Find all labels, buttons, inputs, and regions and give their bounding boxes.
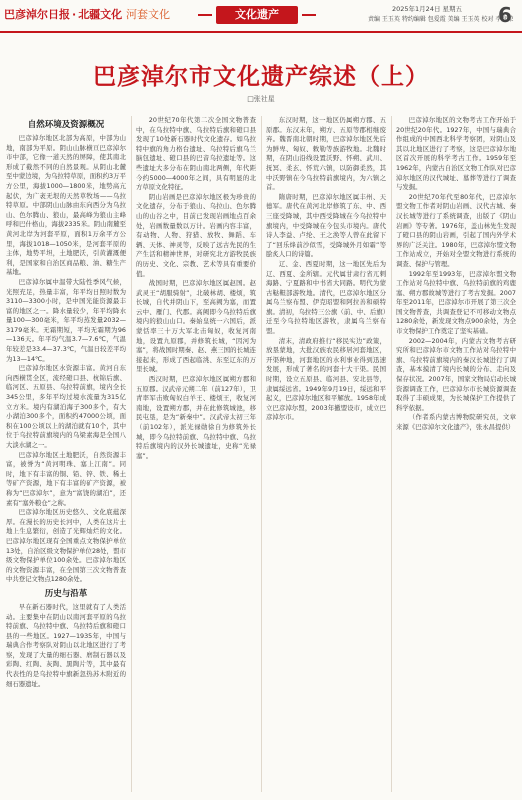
article-title: 巴彦淖尔市文化遗产综述（上）	[93, 63, 429, 90]
paragraph: 清末，清政府推行“移民实边”政策，放垦蒙地，大批汉族农民移居河套地区，开渠种地，河套地区的水利事业得到迅速发展，形成了著名的河套十大干渠。民国时期，设立五原县、临河县、安北县等，隶属绥远省。1949年9月19日，绥远和平起义，巴彦淖尔地区和平解放。1958年成立巴彦淖尔盟，2003年撤盟设市，成立巴彦淖尔市。	[266, 336, 386, 422]
author-note: （作者系内蒙古博物院研究员，文章来源《巴彦淖尔文化遗产》，张永昌提供）	[396, 413, 516, 431]
column-4	[396, 116, 516, 792]
paragraph: 巴彦淖尔地区的文物考古工作开始于20世纪20年代。1927年，中国与瑞典合作组成的中国西北科学考察团，对阴山及其以北地区进行了考察，这是巴彦淖尔地区首次开展的科学考古工作。1959年至1962年，内蒙古自治区文物工作队对巴彦淖尔地区的汉代城址、墓葬等进行了调查与发掘。	[396, 116, 516, 192]
paragraph: 1992年至1993年，巴彦淖尔盟文物工作站对乌拉特中旗、乌拉特前旗的鸡鹿塞、朔方郡故城等进行了考古发掘。2007年至2011年，巴彦淖尔市开展了第三次全国文物普查，共调查登记不可移动文物点1280余处，新发现文物点900余处，为全市文物保护工作奠定了坚实基础。	[396, 269, 516, 336]
paragraph: 战国时期，巴彦淖尔地区属赵国。赵武灵王“胡服骑射”，北破林胡、楼烦，筑长城，自代并阴山下，至高阙为塞，而置云中、雁门、代郡。高阙即今乌拉特后旗境内的狼山山口。秦始皇统一六国后，派蒙恬率三十万大军北击匈奴，收复河南地，设置九原郡，并修筑长城，“因河为塞”，将战国时期秦、赵、燕三国的长城连接起来，形成了西起临洮、东至辽东的万里长城。	[136, 279, 256, 374]
editor-credits: 责编 王玉英 特约编辑 包爱霞 美编 王玉英 校对 李彦荣	[368, 16, 514, 23]
brand-separator: ·	[72, 8, 77, 21]
paragraph: 2002—2004年，内蒙古文物考古研究所和巴彦淖尔市文物工作站对乌拉特中旗、乌拉特前旗境内的秦汉长城进行了调查，基本摸清了境内长城的分布、走向及保存状况。2007年，国家文物局启动长城资源调查工作，巴彦淖尔市长城资源调查取得了丰硕成果，为长城保护工作提供了科学依据。	[396, 336, 516, 412]
brand-main: 巴彦淖尔日报	[4, 8, 70, 21]
issue-date: 2025年1月24日 星期五	[392, 5, 463, 13]
paragraph: 巴彦淖尔属中温带大陆性季风气候，光照充足，热量丰富，年平均日照时数为3110—3300小时，是中国光能资源最丰富的地区之一。降水量较少，年平均降水量100—300毫米，年平均蒸发量2032—3179毫米。无霜期短，平均无霜期为96—136天。年平均气温3.7—7.6℃，气温年较差是33.4—37.3℃，气温日较差平均为13—14℃。	[6, 277, 126, 363]
page-header	[0, 0, 522, 36]
paragraph: 巴彦淖尔地区水资源丰富。黄河自东向西横贯全区，流经磴口县、杭锦后旗、临河区、五原县、乌拉特前旗，境内全长345公里，多年平均过境水流量为315亿立方米。境内有湖泊海子300多个，有大小湖泊300多个，面积约47000公顷，面积在100公顷以上的湖泊就有10个，其中位于乌拉特前旗境内的乌梁素海是全国八大淡水湖之一。	[6, 364, 126, 449]
article-body	[6, 116, 516, 792]
paragraph: 20世纪70年代第二次全国文物普查中，在乌拉特中旗、乌拉特后旗和磴口县发现了10处新石器时代文化遗存。如乌拉特中旗的角力格台遗址、乌拉特后旗乌兰脑包遗址、磴口县的巴音乌拉遗址等。这些遗址大多分布在阴山南北两侧，年代距今约5000—4000年之间，具有明显的北方草原文化特征。	[136, 116, 256, 192]
newspaper-brand	[4, 6, 170, 22]
paragraph: 巴彦淖尔地区历史悠久、文化底蕴深厚。在漫长的历史长河中，人类在这片土地上生息繁衍，创造了光辉灿烂的文化。巴彦淖尔地区现有全国重点文物保护单位13处，自治区级文物保护单位28处，盟市级文物保护单位100余处。巴彦淖尔地区的文物资源丰富，在全国第三次文物普查中共登记文物点1280余处。	[6, 508, 126, 584]
column-3	[266, 116, 386, 792]
brand-second: 北疆文化	[78, 8, 123, 21]
brand-sub: 河套文化	[126, 8, 171, 21]
page-number: 6	[498, 3, 512, 27]
paragraph: 西汉时期，巴彦淖尔地区属朔方郡和五原郡。汉武帝元朔二年（前127年），卫青率军击败匈奴白羊王、楼烦王，收复河南地，设置朔方郡，并在此修筑城池，移民屯垦，是为“新秦中”。汉武帝太初三年（前102年），派光禄勋徐自为修筑外长城，即今乌拉特前旗、乌拉特中旗、乌拉特后旗境内的汉外长城遗址，史称“光禄塞”。	[136, 375, 256, 460]
paragraph: 巴彦淖尔地区北部为高原，中部为山地，南部为平原。阴山山脉横亘巴彦淖尔市中部，它像一道天然的屏障，使其南北形成了截然不同的自然景观。从阴山北麓至中蒙边境，为乌拉特草原，面积约3万平方公里，海拔1000—1800米，地势高亢起伏，为广袤无垠的天然草牧场——乌拉特草原。中部阴山山脉由东向西分为乌拉山、色尔腾山、狼山，最高峰为狼山主峰呼和巴什格山，海拔2335米。阴山南麓至黄河北岸为河套平原，面积1万余平方公里，海拔1018—1050米，是河套平原的主体，地势平坦，土地肥沃，引黄灌溉便利，是国家和自治区商品粮、油、糖生产基地。	[6, 134, 126, 277]
section-badge: 文化遗产	[216, 6, 298, 24]
paragraph: 辽、金、西夏时期，这一地区先后为辽、西夏、金所辖。元代属甘肃行省兀剌海路、宁夏路和中书省大同路。明代为蒙古鞑靼部游牧地。清代，巴彦淖尔地区分属乌兰察布盟、伊克昭盟和阿拉善和硕特旗。清初，乌拉特三公旗（前、中、后旗）迁至今乌拉特地区游牧，隶属乌兰察布盟。	[266, 259, 386, 336]
subheading-history: 历史与沿革	[44, 588, 88, 599]
column-divider	[131, 116, 132, 792]
paragraph: 东汉时期，这一地区仍属朔方郡、五原郡。东汉末年，朔方、五原等郡相继废弃。魏晋南北朝时期，巴彦淖尔地区先后为鲜卑、匈奴、敕勒等族游牧地。北魏时期，在阴山沿线设置沃野、怀朔、武川、抚冥、柔玄、怀荒六镇，以防御柔然，其中沃野镇在今乌拉特前旗境内，为六镇之首。	[266, 116, 386, 192]
paragraph: 巴彦淖尔地区土地肥沃，自然资源丰富，被誉为“黄河明珠、塞上江南”。同时，地下有丰富的铜、铅、锌、铁、稀土等矿产资源，地下有丰富的矿产资源，被称为“巴彦淖尔”，意为“富饶的湖泊”，还素有“塞外粮仓”之称。	[6, 450, 126, 507]
column-divider	[391, 116, 392, 792]
paragraph: 隋唐时期，巴彦淖尔地区属丰州、天德军。唐代在黄河北岸修筑了东、中、西三座受降城，其中西受降城在今乌拉特中旗境内，中受降城在今包头市境内。唐代诗人李益、卢纶、王之涣等人曾在此留下了“回乐烽前沙似雪，受降城外月如霜”等脍炙人口的诗篇。	[266, 192, 386, 259]
paragraph: 20世纪70年代至80年代，巴彦淖尔盟文物工作者对阴山岩画、汉代古城、秦汉长城等进行了系统调查，出版了《阴山岩画》等专著。1976年，盖山林先生发现了磴口县的阴山岩画，引起了国内外学术界的广泛关注。1980年，巴彦淖尔盟文物工作站成立，开始对全盟文物进行系统的调查、保护与管理。	[396, 192, 516, 268]
paragraph: 早在新石器时代，这里就有了人类活动。主要集中在阴山以南河套平原的乌拉特前旗、乌拉特中旗、乌拉特后旗和磴口县的一些地区。1927—1935年，中国与瑞典合作考察队对阴山以北地区进行了考察，发现了大量的细石器、磨制石器以及彩陶、红陶、灰陶、黑陶片等，其中最有代表性的是乌拉特中旗新忽热苏木附近的细石器遗址。	[6, 602, 126, 688]
subheading-environment: 自然环境及资源概况	[27, 120, 105, 130]
paragraph: 阴山岩画是巴彦淖尔地区极为珍贵的文化遗存，分布于狼山、乌拉山、色尔腾山的山谷之中，目前已发现岩画地点百余处，岩画数量数以万计。岩画内容丰富，有动物、人物、狩猎、放牧、舞蹈、车辆、天体、神灵等，反映了远古先民的生产生活和精神世界，对研究北方游牧民族的历史、文化、宗教、艺术等具有重要价值。	[136, 192, 256, 278]
article-author: □张社星	[247, 95, 275, 103]
header-rule	[0, 31, 522, 33]
column-2	[136, 116, 256, 792]
column-1	[6, 116, 126, 792]
column-divider	[261, 116, 262, 792]
